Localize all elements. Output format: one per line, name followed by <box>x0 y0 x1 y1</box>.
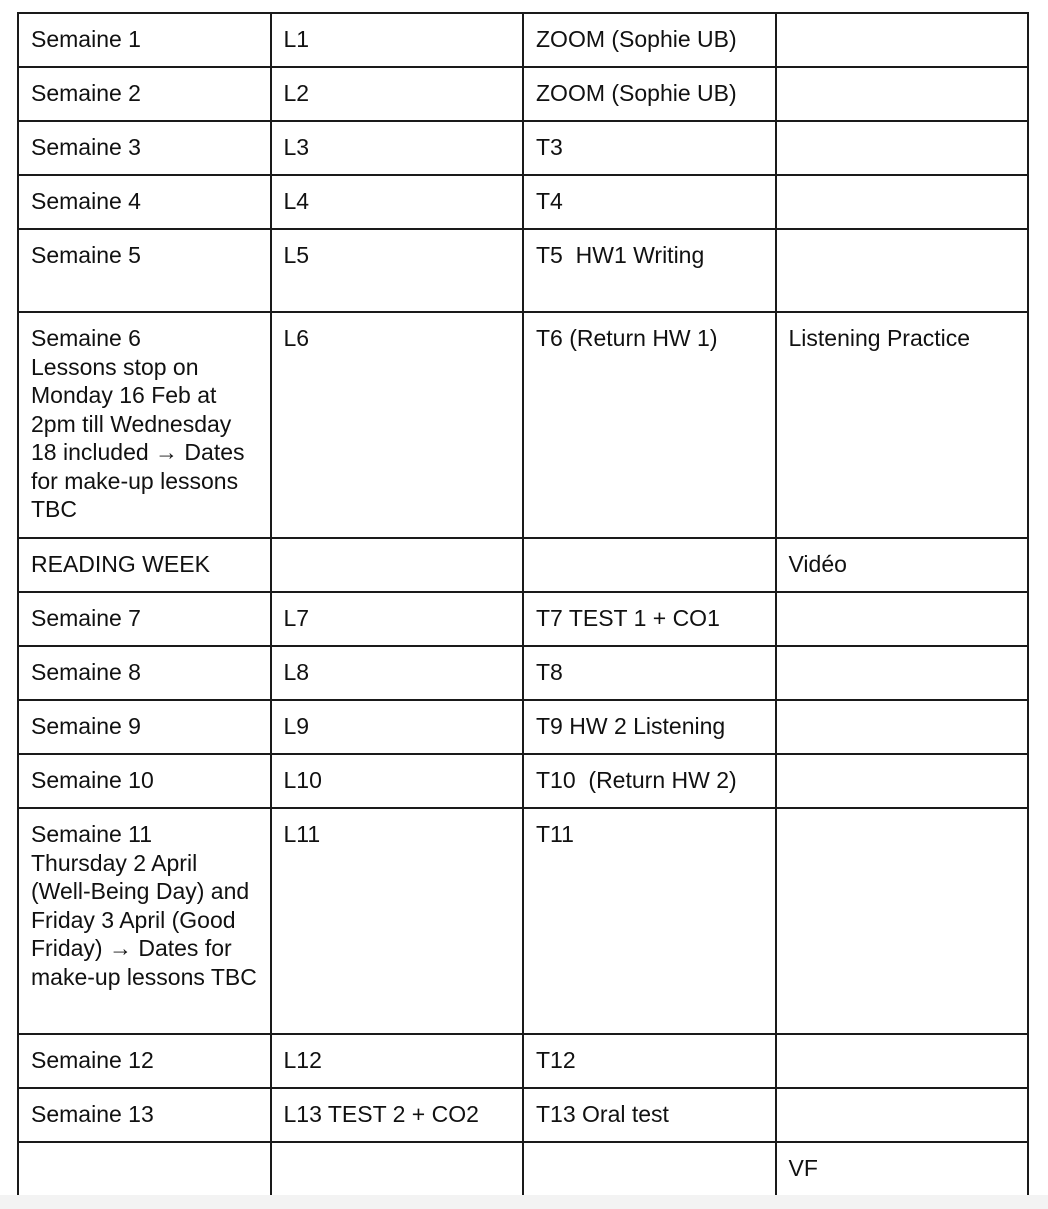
bottom-strip <box>0 1195 1048 1209</box>
table-cell <box>776 229 1029 312</box>
table-cell: T9 HW 2 Listening <box>523 700 776 754</box>
table-cell: Semaine 2 <box>18 67 271 121</box>
table-cell <box>776 175 1029 229</box>
table-row <box>18 754 1028 808</box>
table-cell: Semaine 12 <box>18 1034 271 1088</box>
table-cell: T3 <box>523 121 776 175</box>
table-row <box>18 1034 1028 1088</box>
table-cell: L13 TEST 2 + CO2 <box>271 1088 524 1142</box>
table-row <box>18 312 1028 538</box>
table-cell: Semaine 1 <box>18 13 271 67</box>
table-cell: L6 <box>271 312 524 538</box>
table-cell <box>776 1088 1029 1142</box>
table-cell <box>776 808 1029 1034</box>
table-row <box>18 121 1028 175</box>
table-cell: Semaine 7 <box>18 592 271 646</box>
table-cell <box>776 67 1029 121</box>
table-cell <box>776 754 1029 808</box>
table-row <box>18 592 1028 646</box>
table-cell <box>523 1142 776 1196</box>
table-cell: Semaine 4 <box>18 175 271 229</box>
table-row <box>18 229 1028 312</box>
table-cell: Semaine 5 <box>18 229 271 312</box>
table-cell: ZOOM (Sophie UB) <box>523 67 776 121</box>
table-cell: Semaine 6 Lessons stop on Monday 16 Feb at 2pm till Wednesday 18 included → Dates for make-up lessons TBC <box>18 312 271 538</box>
table-cell: ZOOM (Sophie UB) <box>523 13 776 67</box>
table-row <box>18 1142 1028 1196</box>
table-cell: Semaine 11 Thursday 2 April (Well-Being Day) and Friday 3 April (Good Friday) → Dates for make-up lessons TBC <box>18 808 271 1034</box>
table-cell <box>776 646 1029 700</box>
table-cell: T5 HW1 Writing <box>523 229 776 312</box>
table-cell: T8 <box>523 646 776 700</box>
table-cell <box>18 1142 271 1196</box>
table-row <box>18 700 1028 754</box>
table-cell: Semaine 3 <box>18 121 271 175</box>
table-cell: VF <box>776 1142 1029 1196</box>
table-cell: T11 <box>523 808 776 1034</box>
table-cell: Listening Practice <box>776 312 1029 538</box>
table-row <box>18 67 1028 121</box>
table-cell <box>776 13 1029 67</box>
table-cell: L4 <box>271 175 524 229</box>
table-cell: L1 <box>271 13 524 67</box>
table-row <box>18 538 1028 592</box>
table-cell: Semaine 10 <box>18 754 271 808</box>
table-row <box>18 646 1028 700</box>
table-cell <box>776 700 1029 754</box>
table-cell: T13 Oral test <box>523 1088 776 1142</box>
table-cell <box>776 121 1029 175</box>
table-row <box>18 1088 1028 1142</box>
table-cell: L2 <box>271 67 524 121</box>
table-cell: T4 <box>523 175 776 229</box>
table-cell: T7 TEST 1 + CO1 <box>523 592 776 646</box>
table-cell: L12 <box>271 1034 524 1088</box>
table-cell: L3 <box>271 121 524 175</box>
table-cell: L11 <box>271 808 524 1034</box>
table-cell: T6 (Return HW 1) <box>523 312 776 538</box>
table-cell <box>523 538 776 592</box>
table-cell <box>776 1034 1029 1088</box>
table-cell: Semaine 13 <box>18 1088 271 1142</box>
table-cell: L5 <box>271 229 524 312</box>
table-row <box>18 175 1028 229</box>
schedule-table <box>17 12 1029 1197</box>
table-cell <box>271 538 524 592</box>
table-cell: L7 <box>271 592 524 646</box>
table-cell: T10 (Return HW 2) <box>523 754 776 808</box>
table-cell: L10 <box>271 754 524 808</box>
table-cell: T12 <box>523 1034 776 1088</box>
table-cell: Semaine 8 <box>18 646 271 700</box>
table-cell: Vidéo <box>776 538 1029 592</box>
table-row <box>18 13 1028 67</box>
table-cell <box>776 592 1029 646</box>
table-cell: L9 <box>271 700 524 754</box>
table-cell: Semaine 9 <box>18 700 271 754</box>
table-row <box>18 808 1028 1034</box>
table-cell: L8 <box>271 646 524 700</box>
table-cell <box>271 1142 524 1196</box>
table-cell: READING WEEK <box>18 538 271 592</box>
